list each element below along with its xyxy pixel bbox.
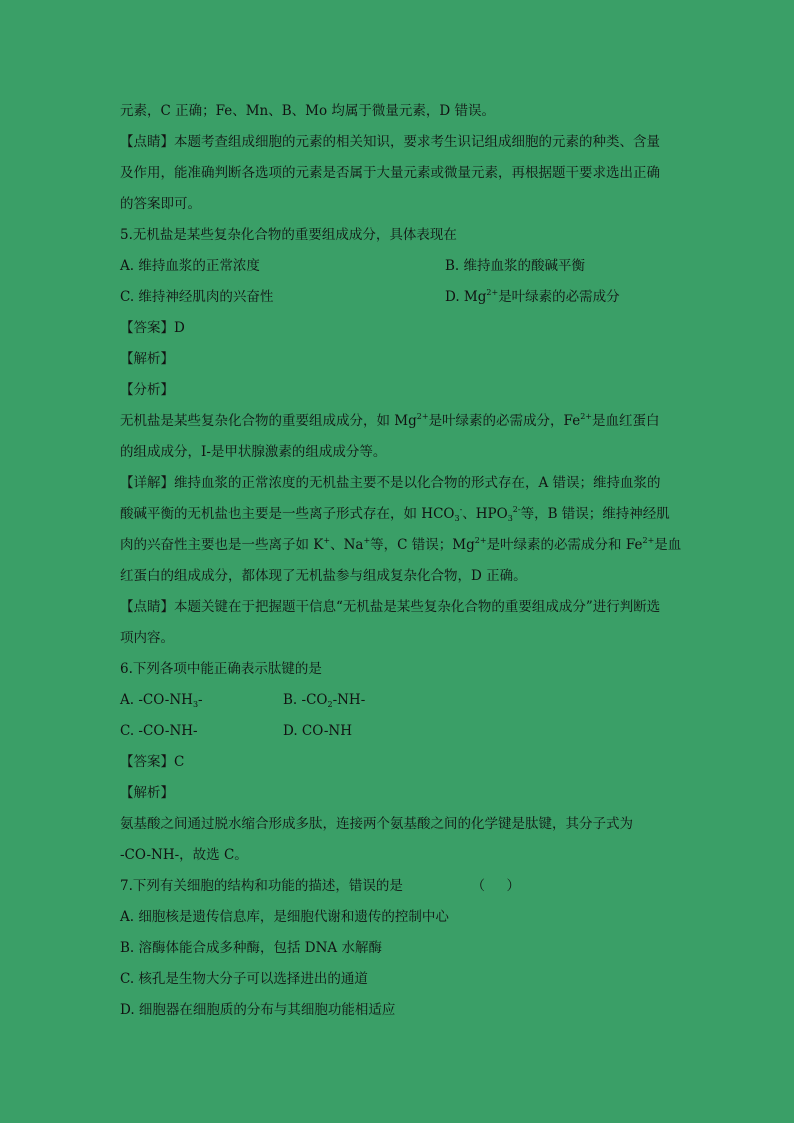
analysis-label: 【解析】 [120, 785, 174, 801]
text-line: 的组成成分，I-是甲状腺激素的组成成分等。 [120, 444, 387, 460]
text-line: 及作用，能准确判断各选项的元素是否属于大量元素或微量元素，再根据题干要求选出正确 [120, 165, 660, 181]
option-c: C. -CO-NH- [120, 723, 198, 739]
text-line: 【点睛】本题考查组成细胞的元素的相关知识，要求考生识记组成细胞的元素的种类、含量 [120, 134, 660, 150]
question-6-options-row-2 [120, 716, 680, 747]
question-6-stem: 6.下列各项中能正确表示肽键的是 [120, 661, 322, 677]
text-line: 无机盐是某些复杂化合物的重要组成成分，如 $Mg^{2+}$是叶绿素的必需成分，$Fe^{2+}$是血红蛋白 [120, 412, 660, 429]
analysis-sub-label: 【分析】 [120, 382, 174, 398]
option-c: C. 核孔是生物大分子可以选择进出的通道 [120, 971, 368, 987]
text-line: 项内容。 [120, 630, 174, 646]
option-a: A. 细胞核是遗传信息库，是细胞代谢和遗传的控制中心 [120, 909, 449, 925]
text-line: 元素，C 正确；Fe、Mn、B、Mo 均属于微量元素，D 错误。 [120, 103, 496, 119]
question-7-stem: 7.下列有关细胞的结构和功能的描述，错误的是 （ ） [120, 878, 520, 894]
option-a: A. 维持血浆的正常浓度 [120, 258, 260, 274]
question-6-options-row-1 [120, 685, 680, 716]
answer-label: 【答案】D [120, 320, 185, 336]
option-d: D. 细胞器在细胞质的分布与其细胞功能相适应 [120, 1002, 396, 1018]
text-line: 【点睛】本题关键在于把握题干信息“无机盐是某些复杂化合物的重要组成成分”进行判断选 [120, 599, 661, 615]
question-5-stem: 5.无机盐是某些复杂化合物的重要组成成分，具体表现在 [120, 227, 457, 243]
text-line: 红蛋白的组成成分，都体现了无机盐参与组成复杂化合物，D 正确。 [120, 568, 527, 584]
document-page [120, 96, 680, 1026]
text-line: 的答案即可。 [120, 196, 201, 212]
option-d: D. $Mg^{2+}$是叶绿素的必需成分 [445, 288, 620, 305]
text-line: 氨基酸之间通过脱水缩合形成多肽，连接两个氨基酸之间的化学键是肽键，其分子式为 [120, 816, 633, 832]
answer-label: 【答案】C [120, 754, 185, 770]
option-a: A. $-CO-NH_3-$ [120, 692, 203, 709]
text-line: 肉的兴奋性主要也是一些离子如 K+、Na+等，C 错误；$Mg^{2+}$是叶绿素的必需成分和 $Fe^{2+}$是血 [120, 536, 682, 553]
option-b: B. $-CO_2-NH-$ [283, 692, 366, 709]
option-c: C. 维持神经肌肉的兴奋性 [120, 289, 274, 305]
option-b: B. 溶酶体能合成多种酶，包括 DNA 水解酶 [120, 940, 382, 956]
option-d: D. CO-NH [283, 723, 352, 739]
text-line: 【详解】维持血浆的正常浓度的无机盐主要不是以化合物的形式存在，A 错误；维持血浆的 [120, 475, 661, 491]
question-5-options-row-1 [120, 251, 680, 282]
question-5-options-row-2 [120, 282, 680, 313]
text-line: 酸碱平衡的无机盐也主要是一些离子形式存在，如 $HCO_3^-$、$HPO_3^{2-}$等，B 错误；维持神经肌 [120, 505, 670, 523]
option-b: B. 维持血浆的酸碱平衡 [445, 258, 586, 274]
text-line: -CO-NH-，故选 C。 [120, 847, 248, 863]
analysis-label: 【解析】 [120, 351, 174, 367]
